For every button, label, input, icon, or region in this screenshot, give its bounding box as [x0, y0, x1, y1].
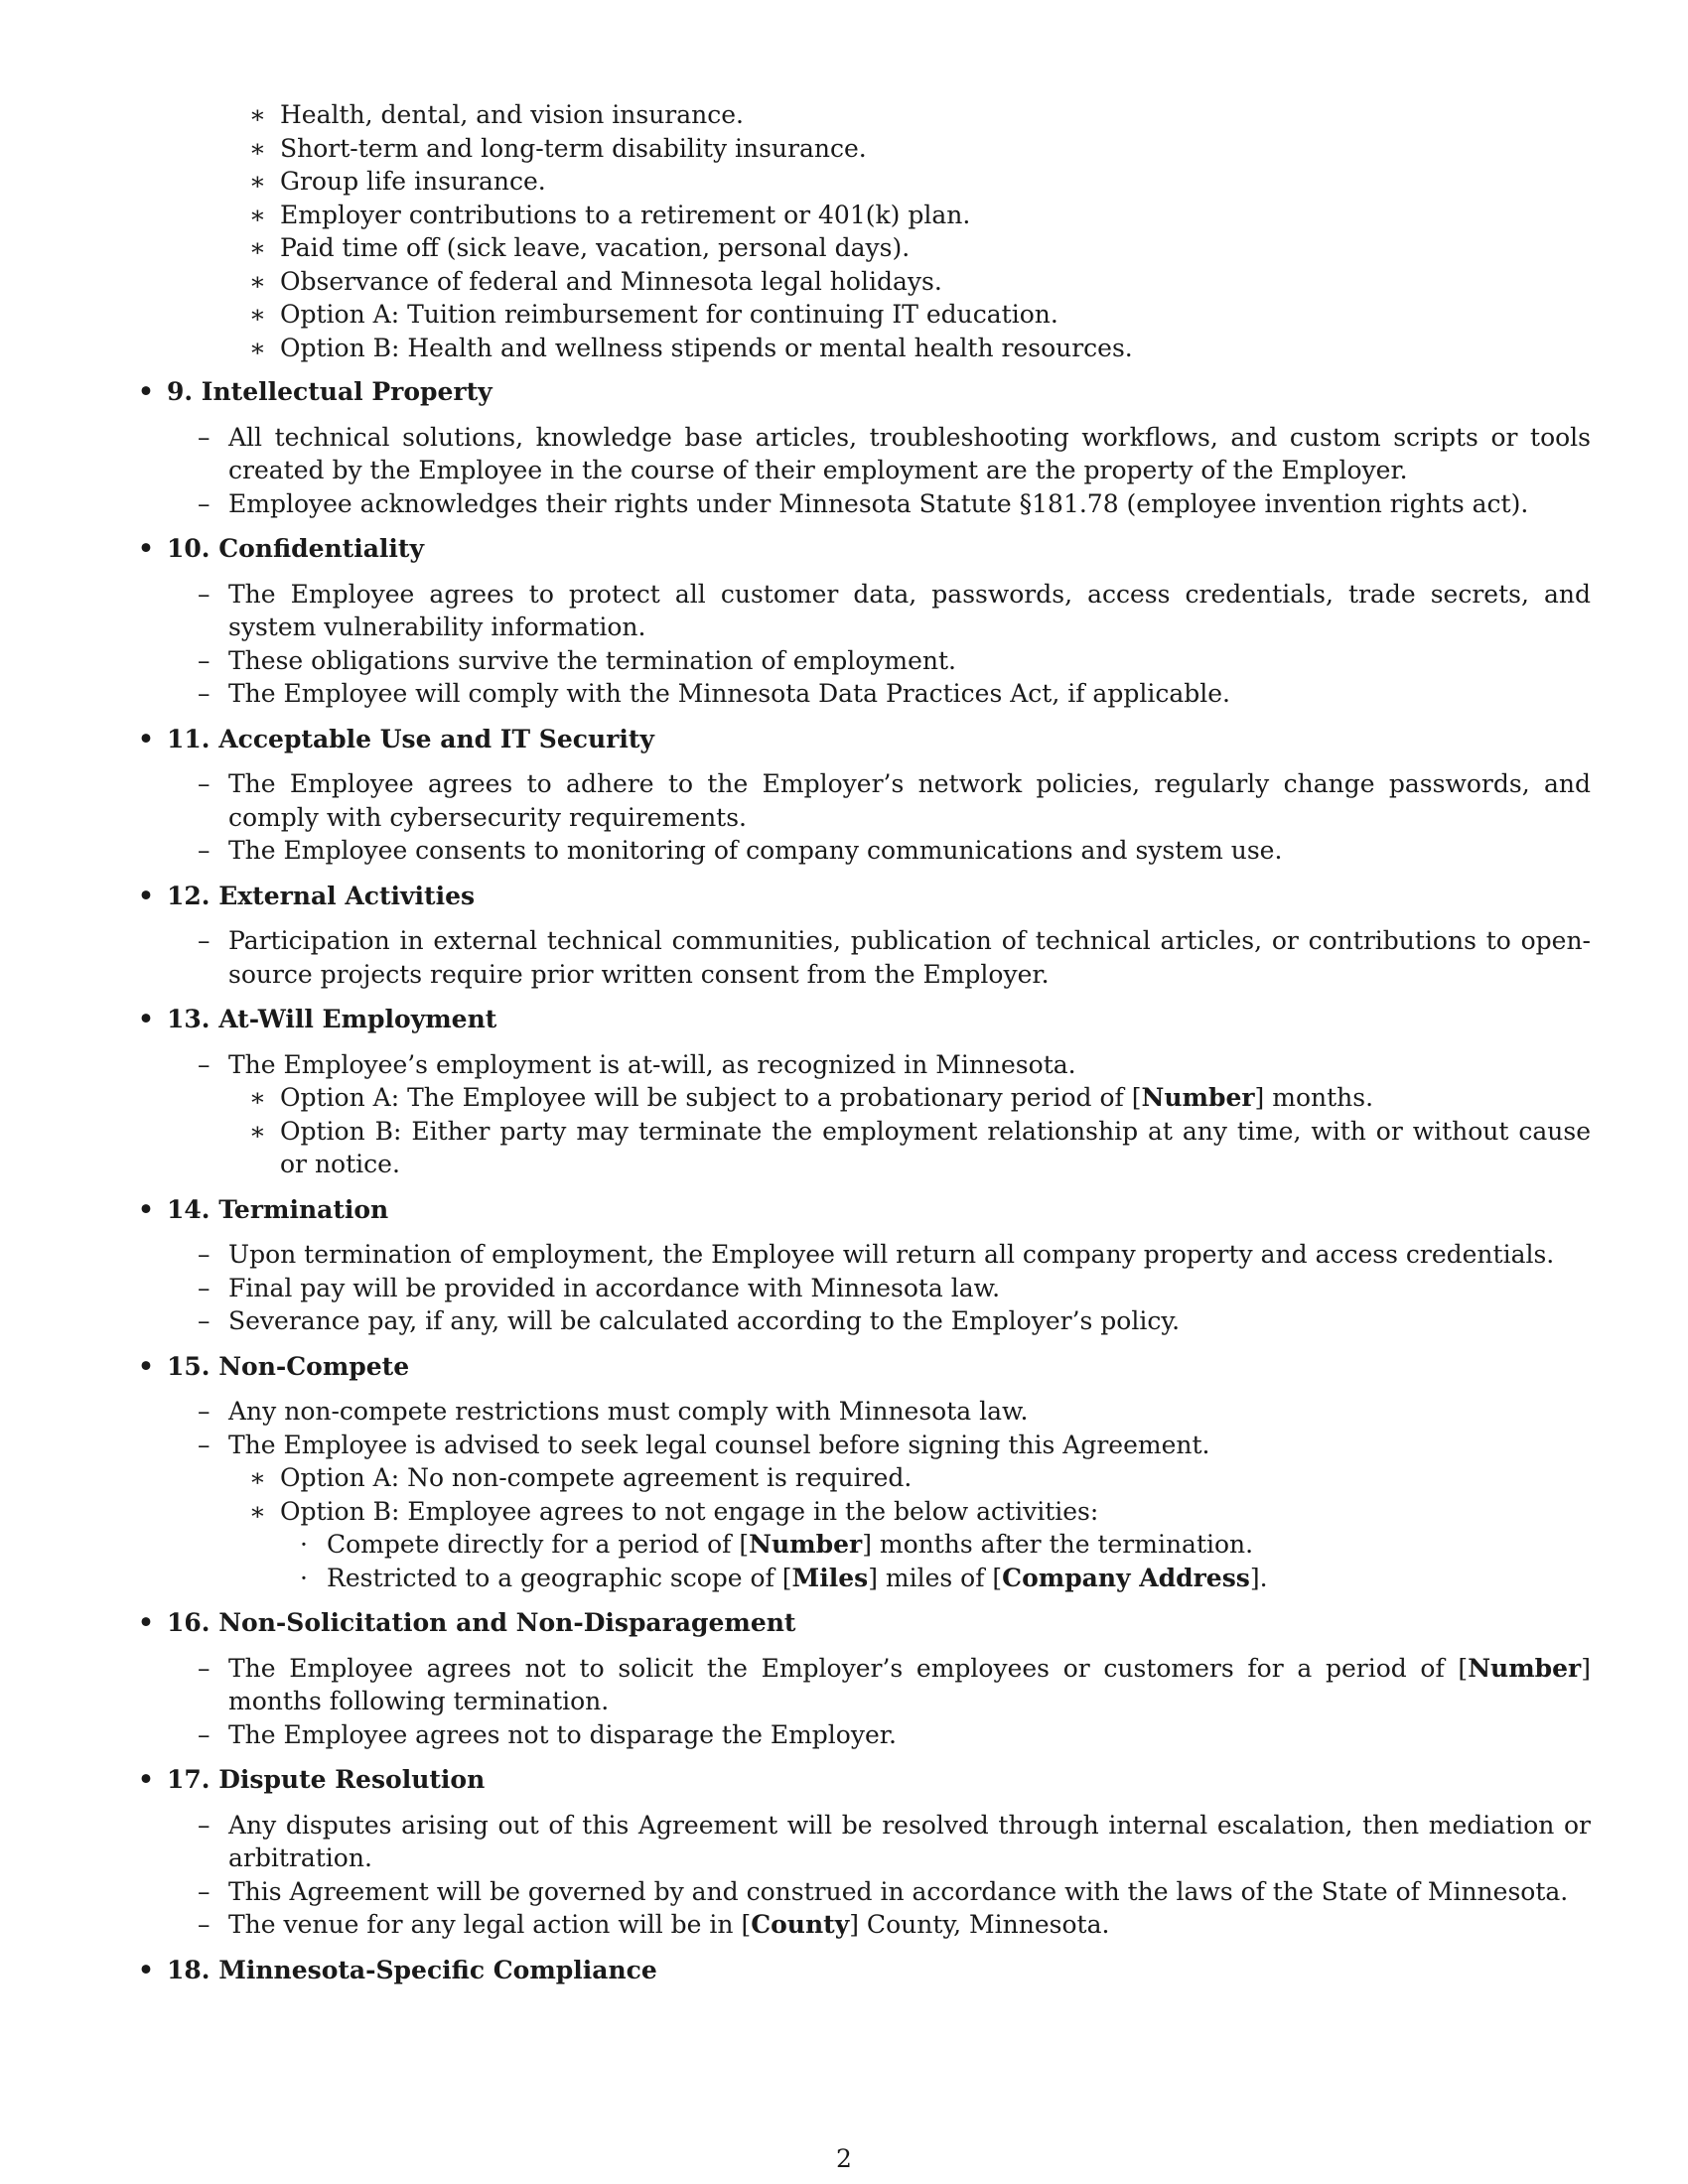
placeholder-miles: Miles [791, 1563, 869, 1592]
bullet-icon: • [138, 377, 154, 406]
dash-bullet-icon: – [198, 422, 211, 452]
asterisk-bullet-icon: ∗ [249, 233, 266, 262]
list-item: · Compete directly for a period of [Number] months after the termination. [327, 1528, 1591, 1562]
dash-bullet-icon: – [198, 679, 211, 708]
section-heading-acceptable-use: • 11. Acceptable Use and IT Security [167, 723, 1688, 756]
section-heading-external-activities: • 12. External Activities [167, 880, 1688, 913]
dash-bullet-icon: – [198, 1876, 211, 1906]
dash-bullet-icon: – [198, 1810, 211, 1840]
page-number: 2 [836, 2144, 852, 2173]
list-item: – Employee acknowledges their rights under Minnesota Statute §181.78 (employee invention rights act). [228, 487, 1591, 521]
placeholder-number: Number [1141, 1083, 1255, 1112]
asterisk-bullet-icon: ∗ [249, 1083, 266, 1112]
section-body-non-compete [0, 1395, 1688, 1594]
benefits-list [0, 98, 1688, 364]
section-heading-confidentiality: • 10. Confidentiality [167, 532, 1688, 566]
dash-bullet-icon: – [198, 488, 211, 518]
list-item: ∗ Option B: Either party may terminate the employment relationship at any time, with or without cause or notice. [249, 1116, 1591, 1178]
dash-bullet-icon: – [198, 1240, 211, 1269]
list-item: ∗ Observance of federal and Minnesota legal holidays. [280, 265, 1591, 299]
list-item: – This Agreement will be governed by and construed in accordance with the laws of the State of Minnesota. [228, 1875, 1591, 1909]
placeholder-number: Number [1468, 1653, 1582, 1683]
asterisk-bullet-icon: ∗ [249, 300, 266, 329]
section-body-intellectual-property [0, 421, 1688, 521]
dash-bullet-icon: – [198, 1910, 211, 1939]
dash-bullet-icon: – [198, 836, 211, 865]
list-item: ∗ Paid time off (sick leave, vacation, personal days). [280, 231, 1591, 265]
section-body-external-activities [0, 924, 1688, 991]
list-item: ∗ Group life insurance. [280, 165, 1591, 199]
dash-bullet-icon: – [198, 769, 211, 798]
bullet-icon: • [138, 881, 154, 910]
list-item: – Any non-compete restrictions must comply with Minnesota law. [228, 1395, 1591, 1429]
asterisk-bullet-icon: ∗ [249, 266, 266, 296]
section-body-dispute-resolution [0, 1809, 1688, 1942]
dot-bullet-icon: · [300, 1563, 308, 1592]
dash-bullet-icon: – [198, 926, 211, 955]
asterisk-bullet-icon: ∗ [249, 1116, 266, 1146]
bullet-icon: • [138, 1194, 154, 1224]
placeholder-county: County [751, 1910, 850, 1939]
section-body-acceptable-use [0, 767, 1688, 868]
dash-bullet-icon: – [198, 1430, 211, 1459]
section-heading-at-will-employment: • 13. At-Will Employment [167, 1003, 1688, 1036]
asterisk-bullet-icon: ∗ [249, 167, 266, 196]
section-heading-non-solicitation: • 16. Non-Solicitation and Non-Disparagement [167, 1606, 1688, 1640]
list-item: ∗ Option A: Tuition reimbursement for continuing IT education. [280, 298, 1591, 332]
list-item: ∗ Employer contributions to a retirement or 401(k) plan. [280, 199, 1591, 232]
page-content [0, 98, 1688, 1998]
list-item: – All technical solutions, knowledge base articles, troubleshooting workflows, and custom scripts or tools created by the Employee in the course of their employment are the property of the Employer. [198, 422, 1591, 484]
asterisk-bullet-icon: ∗ [249, 1463, 266, 1492]
dash-bullet-icon: – [198, 1049, 211, 1079]
bullet-icon: • [138, 1765, 154, 1794]
list-item: ∗ Health, dental, and vision insurance. [280, 98, 1591, 132]
dash-bullet-icon: – [198, 645, 211, 675]
section-body-confidentiality [0, 578, 1688, 711]
bullet-icon: • [138, 1351, 154, 1381]
list-item: ∗ Option A: No non-compete agreement is required. [280, 1461, 1591, 1495]
dash-bullet-icon: – [198, 1306, 211, 1335]
list-item: – The Employee is advised to seek legal counsel before signing this Agreement. [228, 1429, 1591, 1462]
list-item: – The Employee agrees not to solicit the Employer’s employees or customers for a period of [Number] months following termination. [198, 1653, 1591, 1715]
list-item: – The Employee agrees to protect all customer data, passwords, access credentials, trade secrets, and system vulnerability information. [198, 579, 1591, 641]
section-body-at-will-employment [0, 1048, 1688, 1181]
list-item: ∗ Option B: Health and wellness stipends or mental health resources. [280, 332, 1591, 365]
list-item: – The Employee agrees not to disparage the Employer. [228, 1718, 1591, 1752]
list-item: ∗ Short-term and long-term disability insurance. [280, 132, 1591, 166]
dash-bullet-icon: – [198, 1719, 211, 1749]
list-item: – Participation in external technical communities, publication of technical articles, or contributions to open-source projects require prior written consent from the Employer. [198, 926, 1591, 989]
list-item: ∗ Option B: Employee agrees to not engage in the below activities: [280, 1495, 1591, 1529]
list-item: – Any disputes arising out of this Agreement will be resolved through internal escalation, then mediation or arbitration. [198, 1810, 1591, 1872]
asterisk-bullet-icon: ∗ [249, 100, 266, 129]
list-item: – Final pay will be provided in accordance with Minnesota law. [228, 1272, 1591, 1305]
dot-bullet-icon: · [300, 1530, 308, 1559]
section-heading-termination: • 14. Termination [167, 1193, 1688, 1227]
asterisk-bullet-icon: ∗ [249, 200, 266, 229]
list-item: – The Employee agrees to adhere to the Employer’s network policies, regularly change passwords, and comply with cybersecurity requirements. [198, 769, 1591, 832]
dash-bullet-icon: – [198, 1653, 211, 1683]
asterisk-bullet-icon: ∗ [249, 1496, 266, 1526]
section-heading-minnesota-compliance: • 18. Minnesota-Specific Compliance [167, 1954, 1688, 1987]
section-heading-dispute-resolution: • 17. Dispute Resolution [167, 1763, 1688, 1797]
section-heading-non-compete: • 15. Non-Compete [167, 1350, 1688, 1384]
placeholder-company-address: Company Address [1002, 1563, 1250, 1592]
bullet-icon: • [138, 1005, 154, 1033]
section-heading-intellectual-property: • 9. Intellectual Property [167, 375, 1688, 409]
dash-bullet-icon: – [198, 1273, 211, 1302]
list-item: – Severance pay, if any, will be calculated according to the Employer’s policy. [228, 1304, 1591, 1338]
bullet-icon: • [138, 534, 154, 563]
section-body-non-solicitation [0, 1652, 1688, 1752]
bullet-icon: • [138, 724, 154, 753]
dash-bullet-icon: – [198, 579, 211, 609]
asterisk-bullet-icon: ∗ [249, 133, 266, 163]
list-item: · Restricted to a geographic scope of [Miles] miles of [Company Address]. [327, 1562, 1591, 1595]
list-item: – These obligations survive the termination of employment. [228, 644, 1591, 678]
list-item: ∗ Option A: The Employee will be subject to a probationary period of [Number] months. [280, 1081, 1591, 1115]
bullet-icon: • [138, 1608, 154, 1637]
asterisk-bullet-icon: ∗ [249, 333, 266, 362]
placeholder-number: Number [749, 1530, 863, 1559]
list-item: – The Employee will comply with the Minnesota Data Practices Act, if applicable. [228, 677, 1591, 711]
list-item: – The Employee’s employment is at-will, as recognized in Minnesota. [228, 1048, 1591, 1082]
list-item: – The Employee consents to monitoring of company communications and system use. [228, 834, 1591, 868]
bullet-icon: • [138, 1955, 154, 1984]
section-body-termination [0, 1238, 1688, 1338]
dash-bullet-icon: – [198, 1397, 211, 1426]
list-item: – The venue for any legal action will be in [County] County, Minnesota. [228, 1908, 1591, 1942]
list-item: – Upon termination of employment, the Employee will return all company property and access credentials. [228, 1238, 1591, 1272]
